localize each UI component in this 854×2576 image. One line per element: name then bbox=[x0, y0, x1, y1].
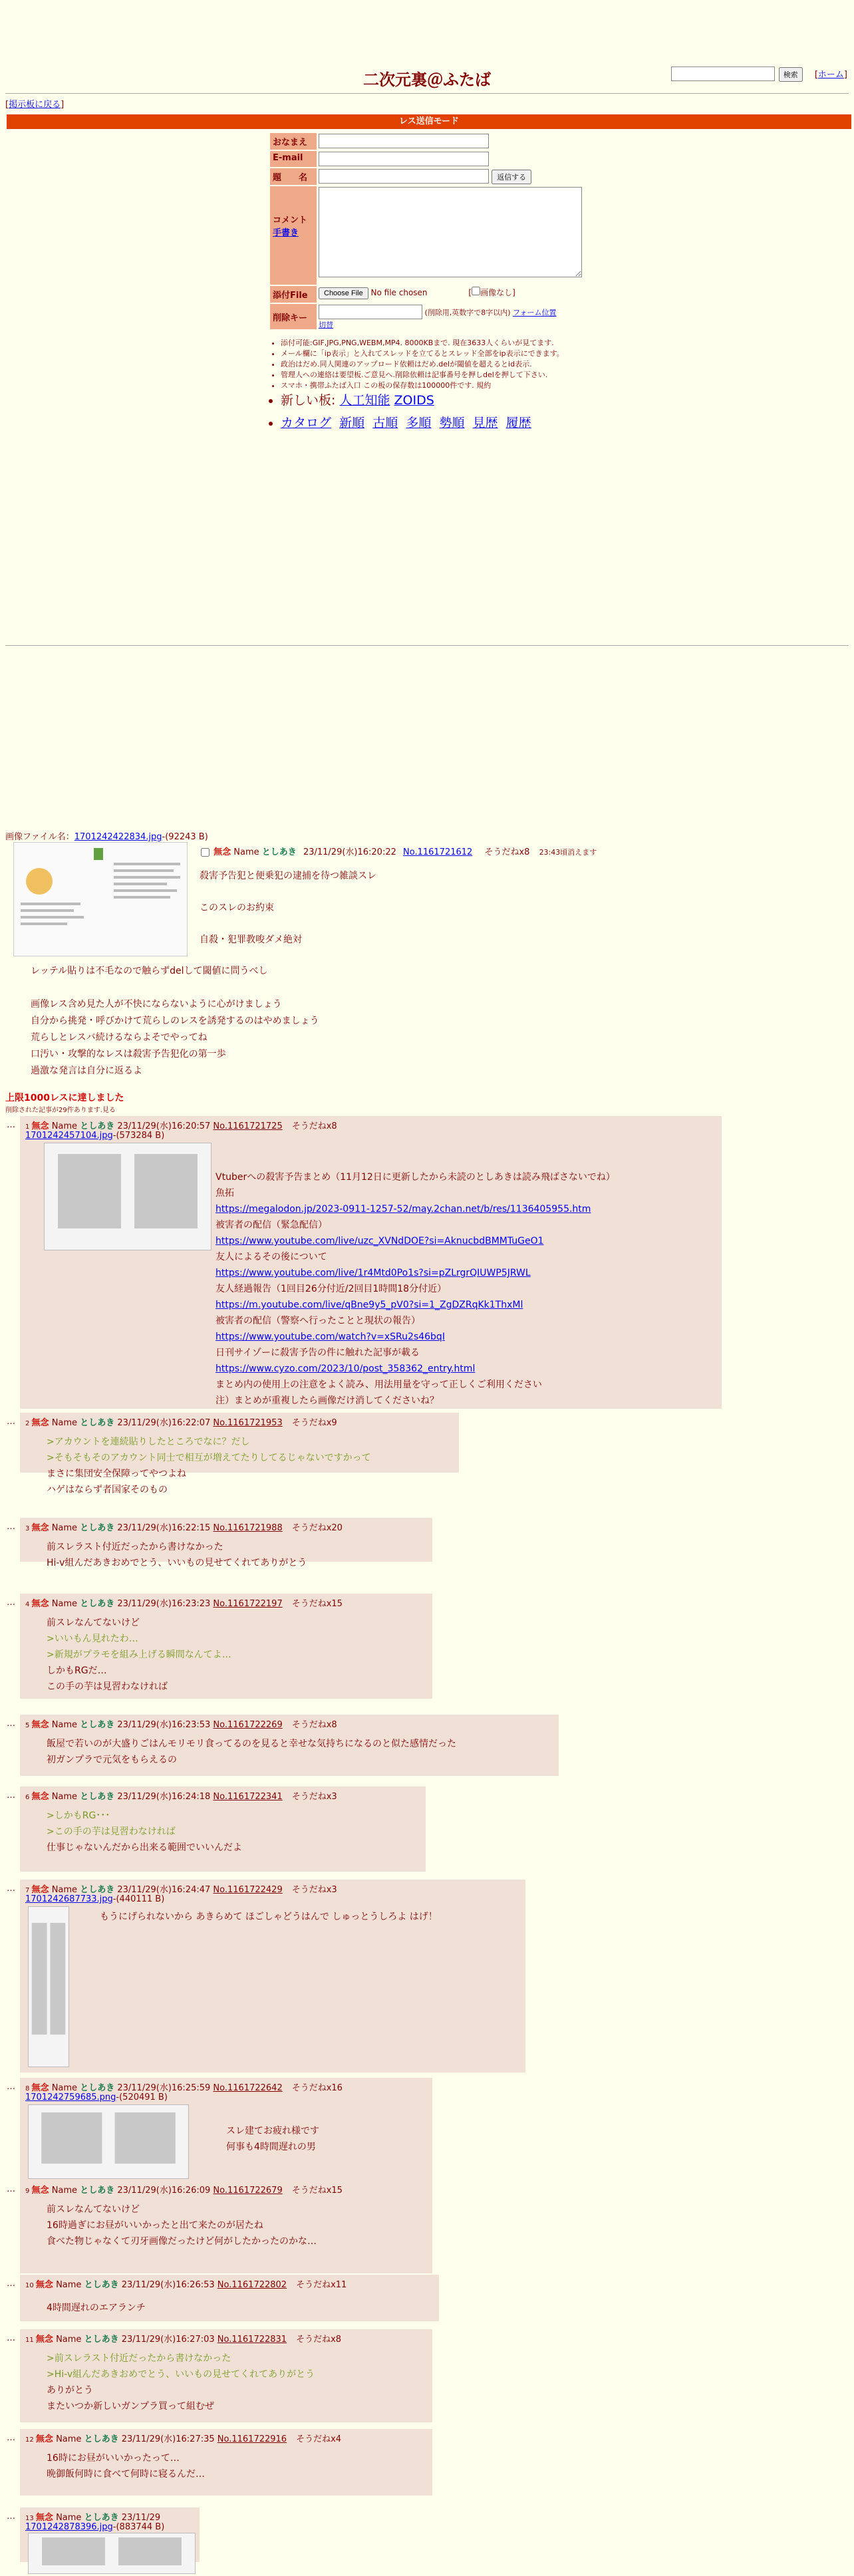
op-file-link[interactable]: 1701242422834.jpg bbox=[74, 832, 162, 842]
reply-line: 被害者の配信（警察へ行ったことと現状の報告） bbox=[215, 1316, 420, 1326]
op-post-number[interactable]: No.1161721612 bbox=[403, 847, 473, 857]
reply-name-label: Name bbox=[51, 1792, 78, 1802]
reply-header bbox=[25, 1415, 337, 1428]
reply-url-link[interactable]: https://www.youtube.com/live/uzc_XVNdDOE?si=AknucbdBMMTuGeO1 bbox=[215, 1236, 544, 1246]
reply-name-label: Name bbox=[51, 1418, 78, 1428]
op-body: 殺害予告犯と便乗犯の逮捕を待つ雑談スレ このスレのお約束 自殺・犯罪教唆ダメ絶対 bbox=[200, 871, 376, 945]
reply-quote-line: >しかもRG･･･ bbox=[47, 1810, 110, 1821]
reply-date: 23/11/29(水)16:23:53 bbox=[117, 1720, 211, 1730]
reply-subject: 無念 bbox=[35, 2434, 53, 2444]
reply-subject: 無念 bbox=[31, 2083, 49, 2093]
reply-index: 4 bbox=[25, 1601, 32, 1608]
reply-body bbox=[47, 2202, 317, 2249]
reply-body bbox=[47, 2351, 315, 2414]
reply-image bbox=[29, 2105, 188, 2178]
reply-url-link[interactable]: https://www.cyzo.com/2023/10/post_358362_entry.html bbox=[215, 1363, 476, 1374]
reply-quote-line: >この手の芋は見習わなければ bbox=[47, 1826, 176, 1837]
reply-name: としあき bbox=[84, 2280, 119, 2290]
reply-sodane[interactable]: そうだねx15 bbox=[291, 2186, 343, 2196]
reply-file-size: -(573284 B) bbox=[112, 1131, 165, 1141]
op-image bbox=[14, 843, 187, 956]
reply-post-number[interactable]: No.1161722269 bbox=[213, 1720, 283, 1730]
reply-sodane[interactable]: そうだねx8 bbox=[291, 1720, 337, 1730]
reply-header bbox=[25, 1717, 337, 1730]
divider bbox=[5, 645, 849, 646]
reply-name-label: Name bbox=[51, 1720, 78, 1730]
board-link-ai[interactable]: 人工知能 bbox=[339, 393, 390, 408]
no-file-text: No file chosen bbox=[370, 288, 428, 297]
reply-file-link[interactable]: 1701242878396.jpg bbox=[25, 2522, 113, 2532]
reply-line: 前スレラスト付近だったから書けなかった bbox=[47, 1542, 223, 1552]
reply-index: 2 bbox=[25, 1420, 32, 1427]
reply-quote-line: >そもそもそのアカウント同士で相互が増えてたりしてるじゃないですかって bbox=[47, 1453, 371, 1463]
reply-indent-marker: … bbox=[7, 2279, 15, 2289]
reply-header bbox=[25, 2080, 343, 2093]
reply-post-number[interactable]: No.1161722197 bbox=[213, 1599, 283, 1609]
reply-post bbox=[20, 1116, 722, 1409]
op-sodane[interactable]: そうだねx8 bbox=[484, 847, 530, 857]
reply-quote-line: >Hi-v組んだあきおめでとう、いいもの見せてくれてありがとう bbox=[47, 2369, 315, 2380]
reply-post bbox=[20, 1880, 525, 2073]
reply-date: 23/11/29(水)16:23:23 bbox=[117, 1599, 211, 1609]
reply-line: もうにげられないから あきらめて ほごしゃどうはんで しゅっとうしろよ はげ！ bbox=[100, 1912, 438, 1922]
mode-bar: レス送信モード bbox=[7, 114, 851, 129]
reply-header bbox=[25, 2277, 347, 2290]
divider bbox=[5, 93, 849, 94]
reply-name-label: Name bbox=[56, 2513, 82, 2523]
reply-header bbox=[25, 2332, 341, 2345]
reply-thumbnail[interactable] bbox=[44, 1143, 212, 1250]
reply-body bbox=[47, 1808, 242, 1856]
reply-line: 16時にお昼がいいかったって… bbox=[47, 2453, 180, 2464]
choose-file-button[interactable]: Choose File bbox=[319, 287, 368, 299]
comment-label: コメント bbox=[273, 215, 308, 225]
reply-body bbox=[215, 1169, 615, 1409]
reply-post bbox=[20, 1787, 426, 1872]
reply-post-number[interactable]: No.1161722642 bbox=[213, 2083, 283, 2093]
reply-line: Vtuberへの殺害予告まとめ（11月12日に更新したから未読のとしあきは読み飛ばさないでね） bbox=[215, 1172, 615, 1183]
reply-subject: 無念 bbox=[31, 1599, 49, 1609]
reply-name: としあき bbox=[80, 2083, 115, 2093]
reply-line: 友人によるその後について bbox=[215, 1252, 327, 1262]
reply-header bbox=[25, 1789, 337, 1802]
op-body-continued: レッテル貼りは不毛なので触らずdelして閾値に問うべし 画像レス含め見た人が不快にならないように心がけましょう 自分から挑発・呼びかけて荒らしのレスを誘発するのはやめましょう 荒らしとレスバ続けるならよそでやってね 口汚い・攻撃的なレスは殺害予告犯化の第一歩 過激な発言は自分に返るよ bbox=[31, 966, 319, 1076]
reply-subject: 無念 bbox=[31, 1523, 49, 1533]
reply-name: としあき bbox=[84, 2335, 119, 2345]
reply-line: スレ建てお疲れ様です bbox=[226, 2126, 319, 2136]
reply-post-number[interactable]: No.1161721725 bbox=[213, 1121, 283, 1131]
reply-header bbox=[25, 1882, 337, 1895]
delete-key-input[interactable] bbox=[319, 305, 422, 319]
reply-line: まとめ内の使用上の注意をよく読み、用法用量を守って正しくご利用ください bbox=[215, 1379, 542, 1390]
email-label: E-mail bbox=[270, 151, 317, 167]
reply-name-label: Name bbox=[56, 2335, 82, 2345]
reply-header bbox=[25, 2510, 160, 2523]
handwrite-link[interactable]: 手書き bbox=[273, 228, 299, 238]
op-header: 無念 Name としあき 23/11/29(水)16:20:22 No.1161721612 そうだねx8 23:43頃消えます bbox=[201, 845, 597, 857]
reply-index: 3 bbox=[25, 1525, 32, 1532]
reply-line: 飯屋で若いのが大盛りごはんモリモリ食ってるのを見ると幸せな気持ちになるのと似た感情だった bbox=[47, 1739, 456, 1749]
header-search: 検索 [ホーム] bbox=[671, 67, 847, 82]
reply-index: 7 bbox=[25, 1887, 32, 1894]
reply-line: この手の芋は見習わなければ bbox=[47, 1681, 168, 1692]
reply-header bbox=[25, 2183, 343, 2196]
reply-file-info bbox=[25, 1894, 164, 1904]
emoji-face-icon bbox=[26, 868, 53, 895]
reply-sodane[interactable]: そうだねx8 bbox=[291, 1121, 337, 1131]
reply-post bbox=[20, 2180, 432, 2273]
reply-post bbox=[20, 2507, 200, 2562]
reply-name: としあき bbox=[80, 2186, 115, 2196]
reply-date: 23/11/29(水)16:24:18 bbox=[117, 1792, 211, 1802]
reply-thumbnail[interactable] bbox=[28, 1906, 69, 2067]
nav-history[interactable]: 履歴 bbox=[505, 416, 531, 430]
reply-name: としあき bbox=[80, 1523, 115, 1533]
reply-line: 友人経過報告（1回目26分付近/2回目1時間18分付近） bbox=[215, 1284, 447, 1294]
reply-post bbox=[20, 1413, 459, 1495]
reply-file-info bbox=[25, 1131, 164, 1141]
file-label: 添付File bbox=[270, 286, 317, 303]
reply-indent-marker: … bbox=[7, 2184, 15, 2194]
no-image-checkbox[interactable] bbox=[472, 287, 480, 295]
reply-indent-marker: … bbox=[7, 2511, 15, 2521]
reply-line: 晩御飯何時に食べて何時に寝るんだ… bbox=[47, 2469, 205, 2480]
reply-date: 23/11/29(水)16:22:15 bbox=[117, 1523, 211, 1533]
reply-post-number[interactable]: No.1161721953 bbox=[213, 1418, 283, 1428]
reply-date: 23/11/29(水)16:24:47 bbox=[117, 1885, 211, 1895]
reply-sodane[interactable]: そうだねx16 bbox=[291, 2083, 343, 2093]
reply-indent-marker: … bbox=[7, 1598, 15, 1608]
nav-links bbox=[281, 414, 607, 432]
reply-body bbox=[47, 2300, 146, 2316]
reply-name-label: Name bbox=[51, 1599, 78, 1609]
reply-indent-marker: … bbox=[7, 1522, 15, 1532]
reply-body bbox=[47, 1539, 307, 1571]
reply-file-info bbox=[25, 2092, 168, 2102]
reply-post-number[interactable]: No.1161722916 bbox=[217, 2434, 287, 2444]
reply-image bbox=[29, 2533, 195, 2573]
reply-indent-marker: … bbox=[7, 2433, 15, 2443]
reply-line: 食べた物じゃなくて刃牙画像だったけど何がしたかったのかな… bbox=[47, 2236, 317, 2247]
reply-line: 16時過ぎにお昼がいいかったと出て来たのが居たね bbox=[47, 2220, 263, 2231]
reply-post-number[interactable]: No.1161722831 bbox=[217, 2335, 287, 2345]
reply-post bbox=[20, 2429, 432, 2496]
reply-sodane[interactable]: そうだねx4 bbox=[296, 2434, 342, 2444]
reply-thumbnail[interactable] bbox=[28, 2533, 196, 2574]
reply-date: 23/11/29(水)16:25:59 bbox=[117, 2083, 211, 2093]
op-checkbox[interactable] bbox=[201, 848, 210, 857]
reply-post bbox=[20, 2329, 432, 2422]
nav-old[interactable]: 古順 bbox=[372, 416, 398, 430]
comment-textarea[interactable] bbox=[319, 187, 582, 277]
reply-post-number[interactable]: No.1161722802 bbox=[217, 2280, 287, 2290]
form-position-link[interactable]: フォーム位置 bbox=[513, 308, 557, 317]
reply-subject: 無念 bbox=[35, 2335, 53, 2345]
reply-line: ハゲはならず者国家そのもの bbox=[47, 1485, 168, 1495]
back-link[interactable]: 掲示板に戻る bbox=[9, 100, 61, 110]
reply-file-size: -(440111 B) bbox=[112, 1894, 165, 1904]
reply-index: 9 bbox=[25, 2188, 32, 2195]
reply-post-number[interactable]: No.1161722341 bbox=[213, 1792, 283, 1802]
reply-header bbox=[25, 1119, 337, 1131]
reply-line: 初ガンプラで元気をもらえるの bbox=[47, 1755, 177, 1765]
reply-post-number[interactable]: No.1161721988 bbox=[213, 1523, 283, 1533]
nav-many[interactable]: 多順 bbox=[406, 416, 432, 430]
reply-sodane[interactable]: そうだねx8 bbox=[296, 2335, 342, 2345]
reply-post-number[interactable]: No.1161722679 bbox=[213, 2186, 283, 2196]
reply-subject: 無念 bbox=[35, 2280, 53, 2290]
name-label: おなまえ bbox=[270, 133, 317, 150]
reply-sodane[interactable]: そうだねx3 bbox=[291, 1885, 337, 1895]
reply-name-label: Name bbox=[56, 2280, 82, 2290]
reply-form: おなまえ E-mail 題 名 返信する コメント 手書き 添付File Choose File No file chosen [ 画像なし] 削除キー (削除用,英数字で8字以内) フォーム位置 切替 bbox=[270, 133, 600, 332]
reply-index: 8 bbox=[25, 2085, 32, 2092]
reply-subject: 無念 bbox=[31, 1418, 49, 1428]
reply-line: 何事も4時間遅れの男 bbox=[226, 2142, 316, 2152]
nav-new[interactable]: 新順 bbox=[339, 416, 365, 430]
name-input[interactable] bbox=[319, 134, 489, 148]
reply-url-link[interactable]: https://www.youtube.com/watch?v=xSRu2s46bqI bbox=[215, 1332, 445, 1342]
board-link-zoids[interactable]: ZOIDS bbox=[394, 393, 434, 408]
reply-name: としあき bbox=[80, 1885, 115, 1895]
reply-subject: 無念 bbox=[31, 1885, 49, 1895]
reply-subject: 無念 bbox=[31, 1792, 49, 1802]
reply-line: まさに集団安全保障ってやつよね bbox=[47, 1469, 186, 1479]
nav-momentum[interactable]: 勢順 bbox=[439, 416, 465, 430]
reply-date: 23/11/29(水)16:20:57 bbox=[117, 1121, 211, 1131]
subject-input[interactable] bbox=[319, 169, 489, 184]
reply-name: としあき bbox=[80, 1599, 115, 1609]
reply-quote-line: >アカウントを連続貼りしたところでなに？だし bbox=[47, 1437, 250, 1447]
reply-indent-marker: … bbox=[7, 2333, 15, 2343]
reply-index: 10 bbox=[25, 2282, 36, 2289]
reply-indent-marker: … bbox=[7, 1417, 15, 1427]
reply-url-link[interactable]: https://m.youtube.com/live/qBne9y5_pV0?si=1_ZgDZRqKk1ThxMl bbox=[215, 1300, 523, 1310]
reply-subject: 無念 bbox=[35, 2513, 53, 2523]
reply-indent-marker: … bbox=[7, 1120, 15, 1130]
reply-post bbox=[20, 1518, 432, 1568]
op-file-info: 画像ファイル名：1701242422834.jpg-(92243 B) bbox=[5, 832, 208, 842]
reply-image bbox=[45, 1143, 211, 1250]
reply-limit-notice: 上限1000レスに達しました bbox=[5, 1093, 124, 1103]
reply-index: 1 bbox=[25, 1123, 32, 1131]
reply-date: 23/11/29 bbox=[121, 2513, 161, 2523]
reply-name: としあき bbox=[84, 2513, 119, 2523]
reply-quote-line: >前スレラスト付近だったから書けなかった bbox=[47, 2353, 231, 2364]
nav-viewed[interactable]: 見歴 bbox=[472, 416, 498, 430]
reply-url-link[interactable]: https://megalodon.jp/2023-0911-1257-52/may.2chan.net/b/res/1136405955.htm bbox=[215, 1204, 591, 1215]
reply-line: 前スレなんてないけど bbox=[47, 2204, 140, 2215]
reply-file-size: -(883744 B) bbox=[112, 2522, 165, 2532]
reply-line: 前スレなんてないけど bbox=[47, 1618, 140, 1628]
reply-indent-marker: … bbox=[7, 1884, 15, 1894]
delete-key-label: 削除キー bbox=[270, 304, 317, 329]
reply-quote-line: >いいもん見れたわ… bbox=[47, 1634, 138, 1644]
reply-post bbox=[20, 2078, 432, 2184]
reply-name-label: Name bbox=[51, 2083, 78, 2093]
reply-line: ありがとう bbox=[47, 2385, 93, 2396]
reply-indent-marker: … bbox=[7, 1790, 15, 1800]
reply-indent-marker: … bbox=[7, 2082, 15, 2092]
reply-post-number[interactable]: No.1161722429 bbox=[213, 1885, 283, 1895]
reply-date: 23/11/29(水)16:27:03 bbox=[121, 2335, 215, 2345]
reply-file-link[interactable]: 1701242759685.png bbox=[25, 2092, 116, 2102]
submit-button[interactable]: 返信する bbox=[492, 170, 531, 184]
page-title: 二次元裏＠ふたば bbox=[363, 70, 491, 89]
subject-label: 題 名 bbox=[270, 168, 317, 185]
reply-line: 4時間遅れのエアランチ bbox=[47, 2303, 146, 2313]
reply-sodane[interactable]: そうだねx11 bbox=[296, 2280, 347, 2290]
reply-name-label: Name bbox=[51, 1523, 78, 1533]
reply-line: 被害者の配信（緊急配信） bbox=[215, 1220, 327, 1230]
reply-file-link[interactable]: 1701242687733.jpg bbox=[25, 1894, 113, 1904]
reply-name: としあき bbox=[80, 1121, 115, 1131]
reply-url-link[interactable]: https://www.youtube.com/live/1r4Mtd0Po1s?si=pZLrgrQIUWP5JRWL bbox=[215, 1268, 531, 1278]
reply-index: 6 bbox=[25, 1794, 32, 1801]
reply-name: としあき bbox=[80, 1792, 115, 1802]
reply-index: 11 bbox=[25, 2337, 36, 2344]
reply-line: 仕事じゃないんだから出来る範囲でいいんだよ bbox=[47, 1842, 242, 1853]
reply-body bbox=[47, 2450, 205, 2482]
reply-line: 日刊サイゾーに殺害予告の件に触れた記事が載る bbox=[215, 1348, 420, 1358]
reply-body bbox=[100, 1909, 438, 1925]
reply-post bbox=[20, 2275, 439, 2321]
reply-image bbox=[29, 1907, 69, 2067]
reply-sodane[interactable]: そうだねx15 bbox=[291, 1599, 343, 1609]
search-button[interactable]: 検索 bbox=[779, 67, 803, 82]
reply-line: またいつか新しいガンプラ買って組むぜ bbox=[47, 2401, 214, 2412]
reply-body bbox=[47, 1434, 371, 1498]
board-notes: • 添付可能:GIF,JPG,PNG,WEBM,MP4. 8000KBまで. 現在3633人くらいが見てます. • メール欄に「ip表示」と入れてスレッドを立てるとスレッド全部をip表示にできます。 • 政治はだめ.同人関連のアップロード依頼はだめ.delが閾値を超えるとid表示. • 管理人への連絡は要望板.ご意見へ.削除依頼は記事番号を押しdelを押して下さい. • スマホ・携帯ふたば入口 この板の保存数は100000件です. 規約 • 新しい板: 人工知能 ZOIDS • カタログ 新順 古順 多順 勢順 見歴 履歴 bbox=[270, 338, 607, 433]
email-input[interactable] bbox=[319, 152, 489, 166]
reply-line: 魚拓 bbox=[215, 1188, 234, 1199]
reply-name: としあき bbox=[84, 2434, 119, 2444]
reply-thumbnail[interactable] bbox=[28, 2104, 189, 2179]
reply-name: としあき bbox=[80, 1418, 115, 1428]
reply-index: 5 bbox=[25, 1722, 32, 1729]
reply-body bbox=[47, 1736, 456, 1768]
home-link[interactable]: ホーム bbox=[817, 69, 844, 80]
reply-line: 注）まとめが重複したら画像だけ消してくださいね？ bbox=[215, 1395, 439, 1406]
reply-quote-line: >新規がプラモを組み上げる瞬間なんてよ… bbox=[47, 1649, 231, 1660]
reply-post bbox=[20, 1594, 432, 1699]
reply-sodane[interactable]: そうだねx3 bbox=[291, 1792, 337, 1802]
reply-date: 23/11/29(水)16:27:35 bbox=[121, 2434, 215, 2444]
reply-subject: 無念 bbox=[31, 1121, 49, 1131]
reply-file-size: -(520491 B) bbox=[116, 2092, 168, 2102]
reply-name-label: Name bbox=[56, 2434, 82, 2444]
reply-header bbox=[25, 1520, 343, 1533]
nav-catalog[interactable]: カタログ bbox=[281, 416, 332, 430]
reply-file-info bbox=[25, 2522, 164, 2532]
op-thumbnail[interactable] bbox=[13, 842, 188, 956]
deleted-notice: 削除された記事が29件あります.見る bbox=[5, 1107, 116, 1114]
reply-sodane[interactable]: そうだねx20 bbox=[291, 1523, 343, 1533]
reply-name: としあき bbox=[80, 1720, 115, 1730]
reply-name-label: Name bbox=[51, 1885, 78, 1895]
reply-indent-marker: … bbox=[7, 1719, 15, 1729]
reply-header bbox=[25, 2432, 341, 2444]
reply-date: 23/11/29(水)16:26:53 bbox=[121, 2280, 215, 2290]
reply-index: 12 bbox=[25, 2436, 36, 2444]
reply-subject: 無念 bbox=[31, 1720, 49, 1730]
reply-date: 23/11/29(水)16:26:09 bbox=[117, 2186, 211, 2196]
reply-body bbox=[226, 2123, 319, 2155]
reply-name-label: Name bbox=[51, 1121, 78, 1131]
toggle-link[interactable]: 切替 bbox=[319, 321, 333, 329]
reply-body bbox=[47, 1615, 231, 1695]
reply-subject: 無念 bbox=[31, 2186, 49, 2196]
reply-post bbox=[20, 1715, 559, 1776]
reply-date: 23/11/29(水)16:22:07 bbox=[117, 1418, 211, 1428]
reply-header bbox=[25, 1596, 343, 1609]
reply-line: Hi-v組んだあきおめでとう、いいもの見せてくれてありがとう bbox=[47, 1558, 307, 1568]
reply-file-link[interactable]: 1701242457104.jpg bbox=[25, 1131, 113, 1141]
reply-line: しかもRGだ… bbox=[47, 1665, 107, 1676]
reply-name-label: Name bbox=[51, 2186, 78, 2196]
reply-sodane[interactable]: そうだねx9 bbox=[291, 1418, 337, 1428]
reply-index: 13 bbox=[25, 2515, 36, 2522]
